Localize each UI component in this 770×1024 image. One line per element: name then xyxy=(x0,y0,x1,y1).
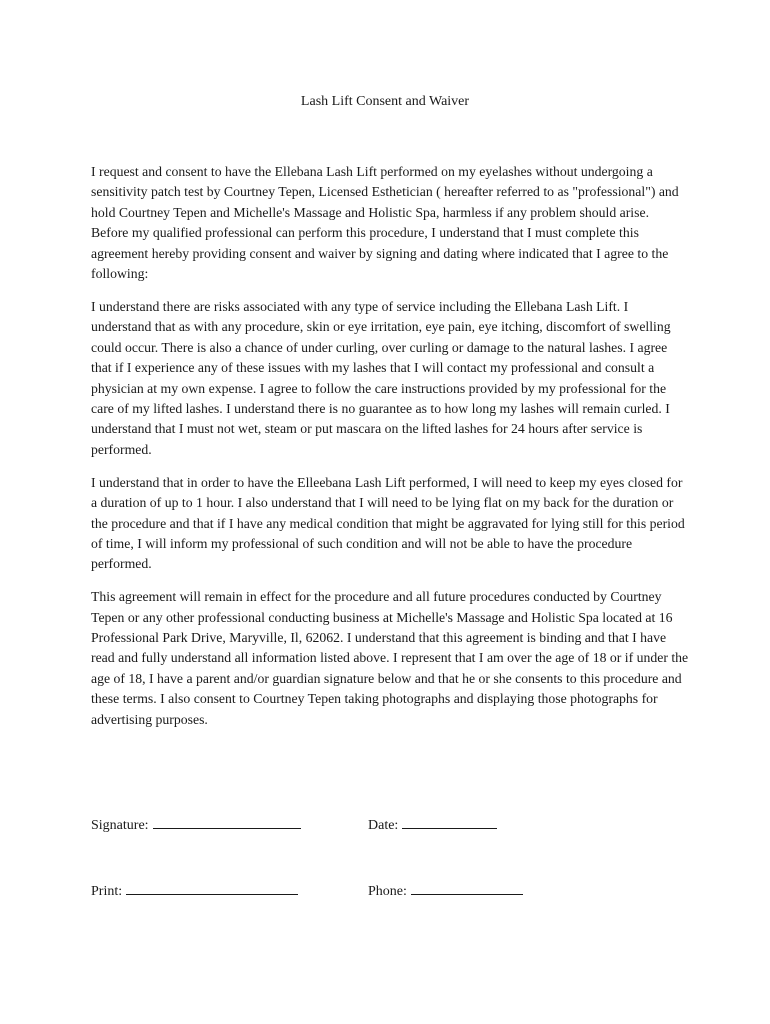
date-label: Date: xyxy=(368,818,399,833)
date-line[interactable] xyxy=(402,814,497,829)
print-line[interactable] xyxy=(126,880,298,895)
paragraph-risks: I understand there are risks associated with any type of service including the Ellebana Lash Lift. I understand that as with any procedure, skin or eye irritation, eye pain, eye itching, discomfort of swelling could occur. There is also a chance of under curling, over curling or damage to the natural lashes. I agree that if I experience any of these issues with my lashes that I will contact my professional and consult a physician at my own expense. I agree to follow the care instructions provided by my professional for the care of my lifted lashes. I understand there is no guarantee as to how long my lashes will remain curled. I understand that I must not wet, steam or put mascara on the lifted lashes for 24 hours after service is performed. xyxy=(91,298,671,457)
paragraph-agreement-terms: This agreement will remain in effect for the procedure and all future procedures conducted by Courtney Tepen or any other professional conducting business at Michelle's Massage and Holistic Spa located at 16 Professional Park Drive, Maryville, Il, 62062. I understand that this agreement is binding and that I have read and fully understand all information listed above. I represent that I am over the age of 18 or if under the age of 18, I have a parent and/or guardian signature below and that he or she consents to this procedure and these terms. I also consent to Courtney Tepen taking photographs and displaying those photographs for advertising purposes. xyxy=(91,589,689,727)
signature-line[interactable] xyxy=(153,814,301,829)
print-label: Print: xyxy=(91,884,123,899)
signature-field xyxy=(91,814,301,834)
phone-label: Phone: xyxy=(368,884,407,899)
document-title: Lash Lift Consent and Waiver xyxy=(300,94,470,109)
paragraph-procedure-duration: I understand that in order to have the Elleebana Lash Lift performed, I will need to keep my eyes closed for a duration of up to 1 hour. I also understand that I will need to be lying flat on my back for the duration or the procedure and that if I have any medical condition that might be aggravated for lying still for this period of time, I will inform my professional of such condition and will not be able to have the procedure performed. xyxy=(91,474,685,572)
phone-line[interactable] xyxy=(411,880,523,895)
print-name-field xyxy=(91,880,298,900)
paragraph-consent-request: I request and consent to have the Ellebana Lash Lift performed on my eyelashes without undergoing a sensitivity patch test by Courtney Tepen, Licensed Esthetician ( hereafter referred to as "professional") and hold Courtney Tepen and Michelle's Massage and Holistic Spa, harmless if any problem should arise. Before my qualified professional can perform this procedure, I understand that I must complete this agreement hereby providing consent and waiver by signing and dating where indicated that I agree to the following: xyxy=(91,164,679,282)
phone-field xyxy=(368,880,523,900)
date-field xyxy=(368,814,497,834)
signature-label: Signature: xyxy=(91,818,149,833)
document-body xyxy=(91,162,689,743)
